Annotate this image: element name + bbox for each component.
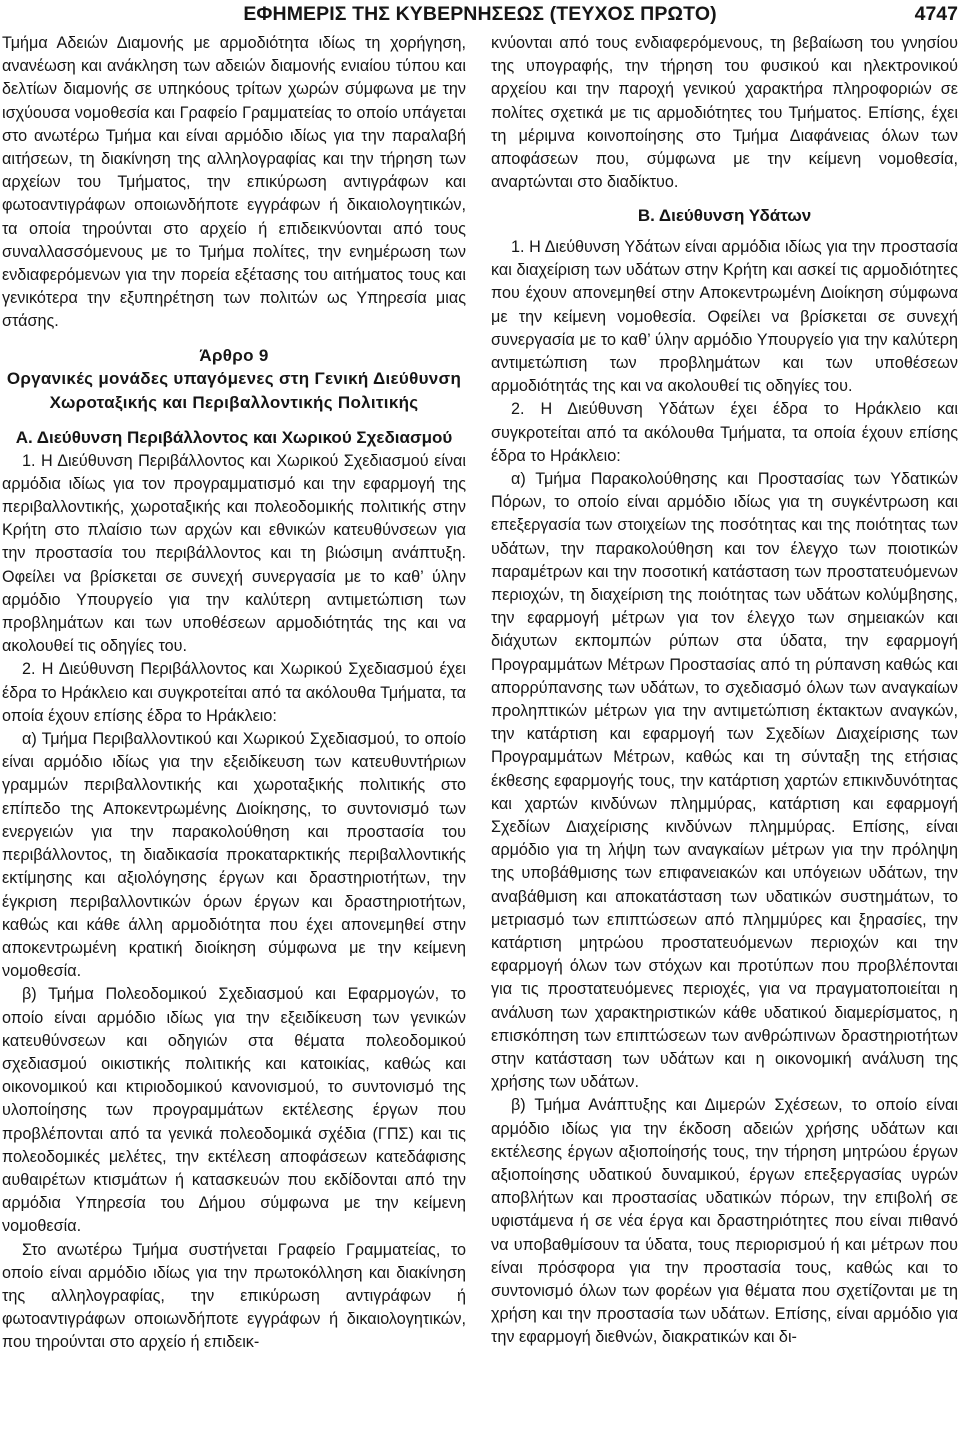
paragraph: κνύονται από τους ενδιαφερόμενους, τη βεβαίωση του γνησίου της υπογραφής, την τήρηση του φυσικού και ηλεκτρονικού αρχείου και την παροχή γενικού χαρακτήρα πληροφοριών σε πολίτες σχετικά με τις αρμοδιότητες του Τμήματος. Επίσης, έχει τη μέριμνα κοινοποίησης στο Τμήμα Διαφάνειας όλων των αποφάσεων που, σύμφωνα με την κείμενη νομοθεσία, αναρτώνται στο διαδίκτυο. <box>491 34 958 192</box>
section-a-title: Α. Διεύθυνση Περιβάλλοντος και Χωρικού Σχεδιασμού <box>15 428 453 448</box>
paragraph: 2. Η Διεύθυνση Περιβάλλοντος και Χωρικού Σχεδιασμού έχει έδρα το Ηράκλειο και συγκροτείται από τα ακόλουθα Τμήματα, τα οποία έχουν επίσης έδρα το Ηράκλειο: <box>2 660 466 725</box>
paragraph: α) Τμήμα Παρακολούθησης και Προστασίας των Υδατικών Πόρων, το οποίο είναι αρμόδιο ιδίως για τη συγκέντρωση και επεξεργασία των στοιχείων της ποσότητας και της ποιότητας των υδάτων, την παρακολούθηση και τον έλεγχο των ποιοτικών παραμέτρων και την ποσοτική κατάσταση των προστατευόμενων περιοχών, τη διαχείριση της ποιότητας των υδάτων κολύμβησης, την εφαρμογή μέτρων για τον έλεγχο των σημειακών και διάχυτων εκπομπών ρύπων στα ύδατα, την εφαρμογή Προγραμμάτων Μέτρων Προστασίας από τη ρύπανση καθώς και απορρύπανσης των υδάτων, το σχεδιασμό όλων των αναγκαίων προληπτικών μέτρων για την αντιμετώπιση έκτακτων αναγκών, την κατάρτιση και εφαρμογή των Σχεδίων Διαχείρισης των Προγραμμάτων Μέτρων, καθώς και τη σύνταξη της ετήσιας έκθεσης εφαρμογής τους, την κατάρτιση χαρτών επικινδυνότητας και χαρτών κινδύνων πλημμύρας, κατάρτιση και εφαρμογή Σχεδίων Διαχείρισης κινδύνων πλημμύρας. Επίσης, είναι αρμόδιο για τη λήψη των αναγκαίων μέτρων για την πρόληψη της υποβάθμισης των επιφανειακών και υπόγειων υδάτων, την αναβάθμιση και αποκατάσταση των υδατικών συστημάτων, το μετριασμό των επιπτώσεων από πλημμύρες και ξηρασίες, την κατάρτιση μητρώου προστατευόμενων περιοχών και την εφαρμογή όλων των στόχων και προτύπων που προβλέπονται για τις προστατευόμενες περιοχές, για να πραγματοποιείται η ανάλυση των χαρακτηριστικών κάθε υδατικού διαμερίσματος, η επισκόπηση των επιπτώσεων των ανθρώπινων δραστηριοτήτων στην κατάσταση των υδάτων και η οικονομική ανάλυση της χρήσης των υδάτων. <box>491 469 958 1092</box>
article-heading <box>2 344 466 415</box>
journal-title: ΕΦΗΜΕΡΙΣ ΤΗΣ ΚΥΒΕΡΝΗΣΕΩΣ (ΤΕΥΧΟΣ ΠΡΩΤΟ) <box>243 3 717 25</box>
right-column <box>491 32 958 1350</box>
page-header <box>0 0 960 30</box>
paragraph: 1. Η Διεύθυνση Περιβάλλοντος και Χωρικού Σχεδιασμού είναι αρμόδια ιδίως για τον προγραμματισμό και την εφαρμογή της περιβαλλοντικής, χωροταξικής και πολεοδομικής πολιτικής στην Κρήτη στο πλαίσιο των αρχών και εθνικών κατευθύνσεων για την προστασία του περιβάλλοντος και τη βιώσιμη ανάπτυξη. Οφείλει να βρίσκεται σε συνεχή συνεργασία με το καθ’ ύλην αρμόδιο Υπουργείο για την καλύτερη αντιμετώπιση των προβλημάτων και των υποθέσεων αρμοδιότητάς της και να ακολουθεί τις οδηγίες του. <box>2 451 466 656</box>
paragraph: 1. Η Διεύθυνση Υδάτων είναι αρμόδια ιδίως για την προστασία και διαχείριση των υδάτων στην Κρήτη και ασκεί τις αρμοδιότητες που έχουν απονεμηθεί στην Αποκεντρωμένη Διοίκηση σύμφωνα με την κείμενη νομοθεσία. Οφείλει να βρίσκεται σε συνεχή συνεργασία με το καθ’ ύλην αρμόδιο Υπουργείο για την καλύτερη αντιμετώπιση των προβλημάτων και των υποθέσεων αρμοδιότητάς της και να ακολουθεί τις οδηγίες του. <box>491 237 958 396</box>
paragraph: α) Τμήμα Περιβαλλοντικού και Χωρικού Σχεδιασμού, το οποίο είναι αρμόδιο ιδίως για την εξειδίκευση των κατευθυντήριων γραμμών περιβαλλοντικής και χωροταξικής πολιτικής στο επίπεδο της Αποκεντρωμένης Διοίκησης, το συντονισμό των ενεργειών για την παρακολούθηση και προστασία του περιβάλλοντος, τη διαδικασία προκαταρκτικής περιβαλλοντικής εκτίμησης και αξιολόγησης έργων και δραστηριοτήτων, την έγκριση περιβαλλοντικών όρων έργων και δραστηριοτήτων, καθώς και κάθε άλλη αρμοδιότητα που έχει απονεμηθεί στην αποκεντρωμένη κρατική διοίκηση σύμφωνα με την κείμενη νομοθεσία. <box>2 730 466 981</box>
paragraph: β) Τμήμα Ανάπτυξης και Διμερών Σχέσεων, το οποίο είναι αρμόδιο ιδίως για την έκδοση αδειών χρήσης υδάτων και εκτέλεσης έργων αξιοποίησής τους, την τήρηση μητρώου έργων αξιοποίησης υδατικού δυναμικού, έργων επεξεργασίας υγρών αποβλήτων και προστασίας υδατικών πόρων, την επιβολή σε υφιστάμενα ή σε νέα έργα και δραστηριότητες που είναι πιθανό να υποβαθμίσουν τα ύδατα, τους περιορισμού ή και μέτρων που είναι πρόσφορα για την προστασία τους, καθώς και το συντονισμό όλων των φορέων για θέματα που σχετίζονται με τη χρήση και την προστασία των υδάτων. Επίσης, είναι αρμόδιο για την εφαρμογή διεθνών, διακρατικών και δι- <box>491 1096 958 1347</box>
article-title: Οργανικές μονάδες υπαγόμενες στη Γενική Διεύθυνση Χωροταξικής και Περιβαλλοντικής Πολιτικής <box>6 369 462 412</box>
page-number: 4747 <box>914 3 958 25</box>
paragraph: β) Τμήμα Πολεοδομικού Σχεδιασμού και Εφαρμογών, το οποίο είναι αρμόδιο ιδίως για την εξειδίκευση των γενικών κατευθύνσεων και οδηγιών στα θέματα πολεοδομικού σχεδιασμού οικιστικής πολιτικής και κατοικίας, καθώς και οικονομικού και κτιριοδομικού κανονισμού, το συντονισμό της υλοποίησης των προγραμμάτων εκτέλεσης έργων που προβλέπονται από τα γενικά πολεοδομικά σχέδια (ΓΠΣ) και τις πολεοδομικές μελέτες, την εκτέλεση αποφάσεων κατεδάφισης αυθαιρέτων κτισμάτων ή κατασκευών που εκδίδονται από την αρμόδια Υπηρεσία του Δήμου σύμφωνα με την κείμενη νομοθεσία. <box>2 985 466 1236</box>
paragraph: 2. Η Διεύθυνση Υδάτων έχει έδρα το Ηράκλειο και συγκροτείται από τα ακόλουθα Τμήματα, τα οποία έχουν επίσης έδρα το Ηράκλειο: <box>491 400 958 465</box>
section-b-title: Β. Διεύθυνση Υδάτων <box>637 206 812 226</box>
left-column <box>2 32 466 1355</box>
paragraph: Στο ανωτέρω Τμήμα συστήνεται Γραφείο Γραμματείας, το οποίο είναι αρμόδιο ιδίως για την πρωτοκόλληση και διακίνηση της αλληλογραφίας, την επικύρωση αντιγράφων ή φωτοαντιγράφων οποιωνδήποτε εγγράφων ή δικαιολογητικών, που τηρούνται στο αρχείο ή επιδεικ- <box>2 1240 466 1352</box>
article-number: Άρθρο 9 <box>199 345 269 365</box>
paragraph: Τμήμα Αδειών Διαμονής με αρμοδιότητα ιδίως τη χορήγηση, ανανέωση και ανάκληση των αδειών διαμονής ενιαίου τύπου και δελτίων διαμονής σε υπηκόους τρίτων χωρών σύμφωνα με την ισχύουσα νομοθεσία και Γραφείο Γραμματείας το οποίο υπάγεται στο ανωτέρω Τμήμα και είναι αρμόδιο ιδίως για την παραλαβή αιτήσεων, τη διακίνηση της αλληλογραφίας και την τήρηση των αρχείων του Τμήματος, την επικύρωση αντιγράφων και φωτοαντιγράφων οποιωνδήποτε εγγράφων ή δικαιολογητικών, τα οποία τηρούνται στο αρχείο ή επιδεικνύονται από τους συναλλασσόμενους με το Τμήμα πολίτες, την ενημέρωση των ενδιαφερόμενων για την πορεία εξέτασης του αιτήματος τους και γενικότερα την εξυπηρέτηση των πολιτών ως Υπηρεσία μιας στάσης. <box>2 34 466 331</box>
